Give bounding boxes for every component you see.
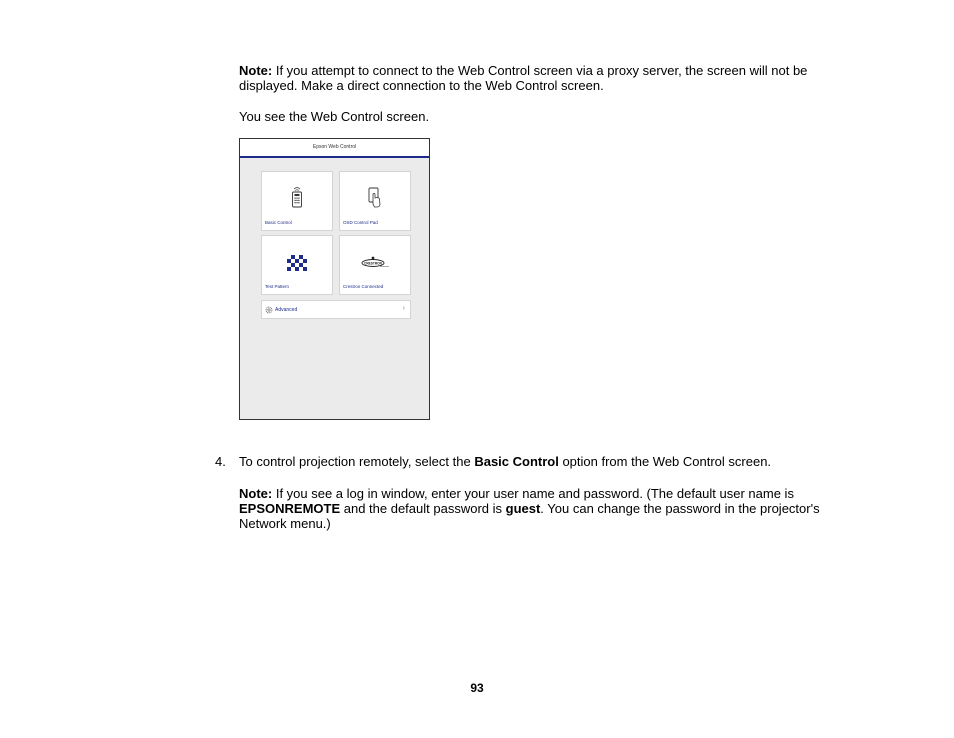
step-4-text [239,454,839,469]
chevron-right-icon: › [402,305,405,312]
basic-control-tile[interactable] [261,171,333,231]
step-number: 4. [215,454,226,469]
web-control-header: Epson Web Control [240,139,429,158]
test-pattern-icon [287,255,307,271]
note2-text-1: If you see a log in window, enter your user name and password. (The default user name is [272,486,794,501]
crestron-logo-text: CRESTRON [364,261,382,266]
note-text: If you attempt to connect to the Web Control screen via a proxy server, the screen will not be displayed. Make a direct connection to the Web Control screen. [239,63,808,93]
gear-icon [265,306,273,314]
note2-text-2: and the default password is [340,501,506,516]
default-password: guest [505,501,541,516]
advanced-label: Advanced [275,307,298,313]
default-username: EPSONREMOTE [239,501,341,516]
crestron-connected-tile[interactable] [339,235,411,295]
note-paragraph-login [239,486,839,531]
step-4-bold: Basic Control [474,454,559,469]
basic-control-label: Basic Control [265,220,292,225]
test-pattern-tile[interactable] [261,235,333,295]
note-label: Note: [239,63,273,78]
page-number: 93 [470,681,484,695]
web-control-screenshot [239,138,430,420]
note-label: Note: [239,486,273,501]
see-web-control-text: You see the Web Control screen. [239,109,430,124]
step-4-pre: To control projection remotely, select the [239,454,475,469]
advanced-row[interactable] [261,300,411,319]
osd-control-pad-label: OSD Control Pad [343,220,378,225]
crestron-logo-icon [360,256,390,270]
note-paragraph-proxy [239,63,839,93]
crestron-connected-label: Crestron Connected [343,284,384,289]
step-4-post: option from the Web Control screen. [558,454,772,469]
touch-pad-icon [367,186,383,208]
note2-text-3: . You can change the password in the projector's Network menu.) [239,501,820,531]
osd-control-pad-tile[interactable] [339,171,411,231]
test-pattern-label: Test Pattern [265,284,290,289]
remote-control-icon [291,186,303,208]
